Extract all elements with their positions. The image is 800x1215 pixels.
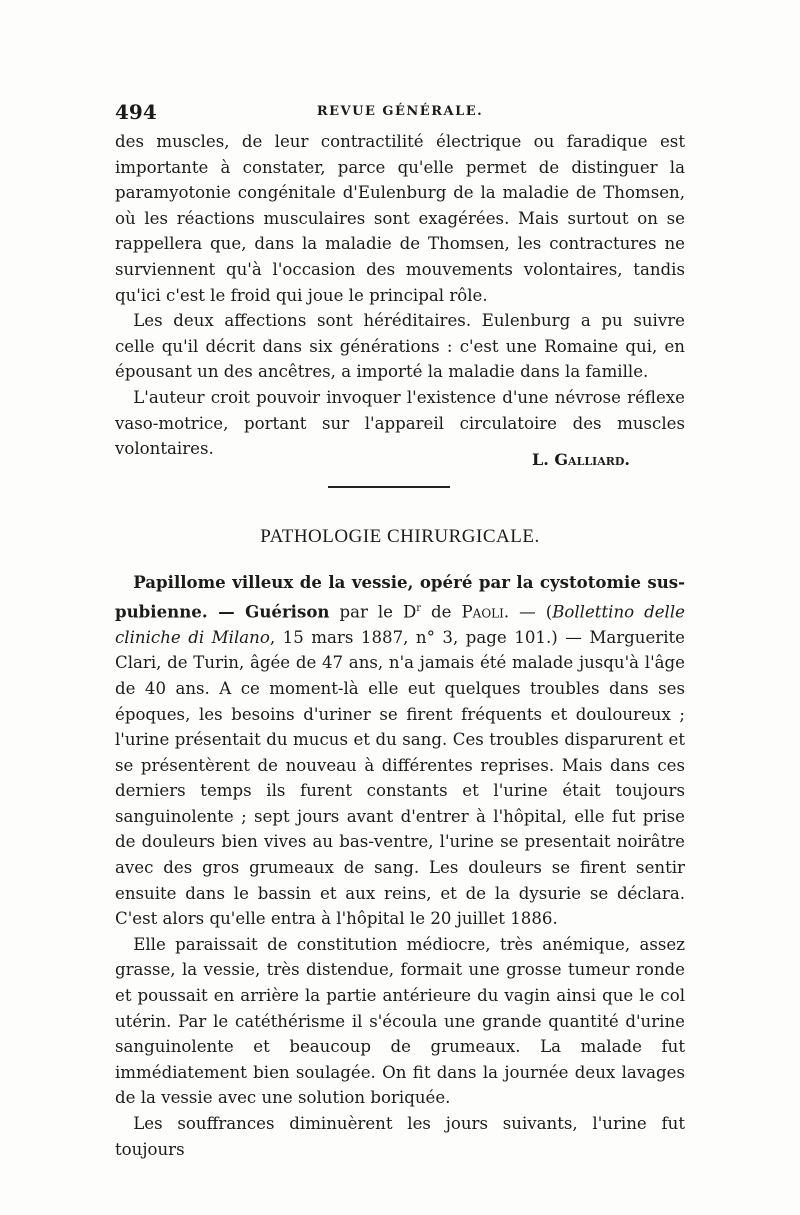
page-number: 494: [115, 100, 157, 124]
section-title: PATHOLOGIE CHIRURGICALE.: [260, 526, 540, 547]
article-body: , 15 mars 1887, n° 3, page 101.) — Marguerite Clari, de Turin, âgée de 47 ans, n'a jamais été malade jusqu'à l'âge de 40 ans. A ce moment-là elle eut quelques troubles dans ses époques, les besoins d'uriner se firent fréquents et douloureux ; l'urine présentait du mucus et du sang. Ces troubles disparurent et se présentèrent de nouveau à différentes reprises. Mais dans ces derniers temps ils furent constants et l'urine était toujours sanguinolente ; sept jours avant d'entrer à l'hôpital, elle fut prise de douleurs bien vives au bas-ventre, l'urine se presentait noirâtre avec des gros grumeaux de sang. Les douleurs se firent sentir ensuite dans le bassin et aux reins, et de la dysurie se déclara. C'est alors qu'elle entra à l'hôpital le 20 juillet 1886.: [115, 627, 686, 929]
section-divider: [328, 486, 450, 488]
paragraph: des muscles, de leur contractilité électrique ou faradique est importante à constater, parce qu'elle permet de distinguer la paramyotonie congénitale d'Eulenburg de la maladie de Thomsen, où les réactions musculaires sont exagérées. Mais surtout on se rappellera que, dans la maladie de Thomsen, les contractures ne surviennent qu'à l'occasion des mouvements volontaires, tandis qu'ici c'est le froid qui joue le principal rôle.: [115, 132, 685, 305]
article-author: Paoli: [461, 602, 504, 622]
author-signature: L. Galliard.: [532, 450, 630, 469]
paragraph: Les deux affections sont héréditaires. Eulenburg a pu suivre celle qu'il décrit dans six générations : c'est une Romaine qui, en épousant un des ancêtres, a importé la maladie dans la famille.: [115, 311, 685, 382]
page-header: [115, 100, 685, 126]
article-title: Papillome villeux de la vessie, opéré par la cystotomie sus-pubienne. — Guérison: [115, 572, 685, 622]
article-block: [115, 570, 685, 1162]
article-source: Bollettino delle cliniche di Milano: [115, 602, 685, 647]
article-header-paragraph: Papillome villeux de la vessie, opéré par la cystotomie sus-pubienne. — Guérison par le $D^r$ de Paoli. — (Bollettino delle cliniche di Milano, 15 mars 1887, n° 3, page 101.) — Marguerite Clari, de Turin, âgée de 47 ans, n'a jamais été malade jusqu'à l'âge de 40 ans. A ce moment-là elle eut quelques troubles dans ses époques, les besoins d'uriner se firent fréquents et douloureux ; l'urine présentait du mucus et du sang. Ces troubles disparurent et se présentèrent de nouveau à différentes reprises. Mais dans ces derniers temps ils furent constants et l'urine était toujours sanguinolente ; sept jours avant d'entrer à l'hôpital, elle fut prise de douleurs bien vives au bas-ventre, l'urine se presentait noirâtre avec des gros grumeaux de sang. Les douleurs se firent sentir ensuite dans le bassin et aux reins, et de la dysurie se déclara. C'est alors qu'elle entra à l'hôpital le 20 juillet 1886.: [115, 572, 686, 929]
article-by: par le D: [339, 602, 417, 622]
top-text-block: [115, 129, 685, 462]
doctor-superscript: r: [416, 602, 422, 614]
paragraph: L'auteur croit pouvoir invoquer l'existence d'une névrose réflexe vaso-motrice, portant sur l'appareil circulatoire des muscles volontaires.: [115, 387, 685, 459]
running-head: REVUE GÉNÉRALE.: [316, 104, 484, 119]
paragraph: Les souffrances diminuèrent les jours suivants, l'urine fut toujours: [115, 1114, 685, 1159]
paragraph: Elle paraissait de constitution médiocre, très anémique, assez grasse, la vessie, très distendue, formait une grosse tumeur ronde et poussait en arrière la partie antérieure du vagin ainsi que le col utérin. Par le catéthérisme il s'écoula une grande quantité d'urine sanguinolente et beaucoup de grumeaux. La malade fut immédiatement bien soulagée. On fit dans la journée deux lavages de la vessie avec une solution boriquée.: [115, 934, 685, 1108]
